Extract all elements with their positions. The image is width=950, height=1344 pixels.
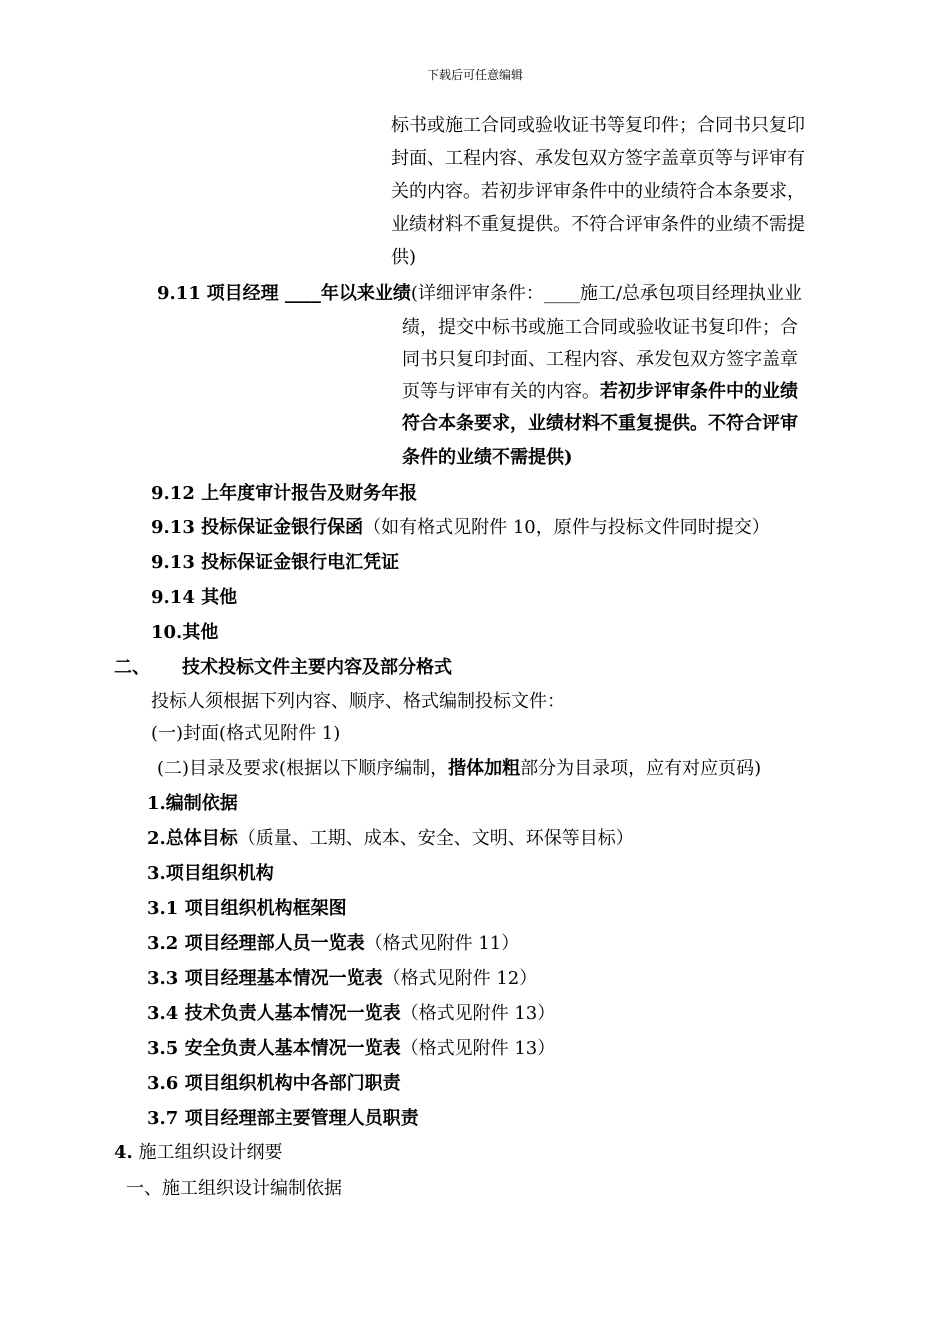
text-line: 页等与评审有关的内容。若初步评审条件中的业绩 (402, 381, 798, 402)
instruction-text: 投标人须根据下列内容、顺序、格式编制投标文件： (151, 691, 565, 712)
toc-item: 1.编制依据 (147, 793, 238, 814)
text-line: 符合本条要求，业绩材料不重复提供。不符合评审 (402, 413, 798, 434)
toc-item: 3.6 项目组织机构中各部门职责 (147, 1073, 401, 1094)
toc-item: 3.4 技术负责人基本情况一览表（格式见附件 13） (147, 1003, 556, 1024)
text-line: 封面、工程内容、承发包双方签字盖章页等与评审有 (391, 148, 805, 169)
page-header: 下载后可任意编辑 (426, 68, 523, 82)
text-line: 条件的业绩不需提供) (402, 447, 573, 468)
section-2-number: 二、 (114, 657, 150, 678)
section-9-14: 9.14 其他 (151, 587, 238, 608)
text-line: 供) (391, 247, 417, 268)
text-line: 业绩材料不重复提供。不符合评审条件的业绩不需提 (391, 214, 805, 235)
section-9-13-transfer: 9.13 投标保证金银行电汇凭证 (151, 552, 400, 573)
section-9-11-heading: 9.11 项目经理 ____年以来业绩(详细评审条件：____施工/总承包项目经理执业业 (157, 283, 802, 304)
section-9-12: 9.12 上年度审计报告及财务年报 (151, 483, 418, 504)
section-4-sub: 一、施工组织设计编制依据 (126, 1178, 342, 1199)
section-2-title: 技术投标文件主要内容及部分格式 (182, 657, 452, 678)
toc-item: 3.3 项目经理基本情况一览表（格式见附件 12） (147, 968, 538, 989)
text-line: 标书或施工合同或验收证书等复印件；合同书只复印 (391, 115, 805, 136)
section-10: 10.其他 (151, 622, 219, 643)
cover-item: (一)封面(格式见附件 1) (151, 723, 341, 744)
text-line: 绩，提交中标书或施工合同或验收证书复印件；合 (402, 317, 798, 338)
toc-item: 3.2 项目经理部人员一览表（格式见附件 11） (147, 933, 520, 954)
toc-requirement: (二)目录及要求(根据以下顺序编制，揩体加粗部分为目录项，应有对应页码) (157, 758, 762, 779)
toc-item: 3.7 项目经理部主要管理人员职责 (147, 1108, 419, 1129)
text-line: 关的内容。若初步评审条件中的业绩符合本条要求， (391, 181, 805, 202)
toc-item: 2.总体目标（质量、工期、成本、安全、文明、环保等目标） (147, 828, 634, 849)
toc-item: 3.1 项目组织机构框架图 (147, 898, 347, 919)
toc-item: 3.项目组织机构 (147, 863, 274, 884)
section-4: 4. 施工组织设计纲要 (114, 1142, 283, 1163)
text-line: 同书只复印封面、工程内容、承发包双方签字盖章 (402, 349, 798, 370)
toc-item: 3.5 安全负责人基本情况一览表（格式见附件 13） (147, 1038, 556, 1059)
section-9-13-guarantee: 9.13 投标保证金银行保函（如有格式见附件 10，原件与投标文件同时提交） (151, 517, 770, 538)
